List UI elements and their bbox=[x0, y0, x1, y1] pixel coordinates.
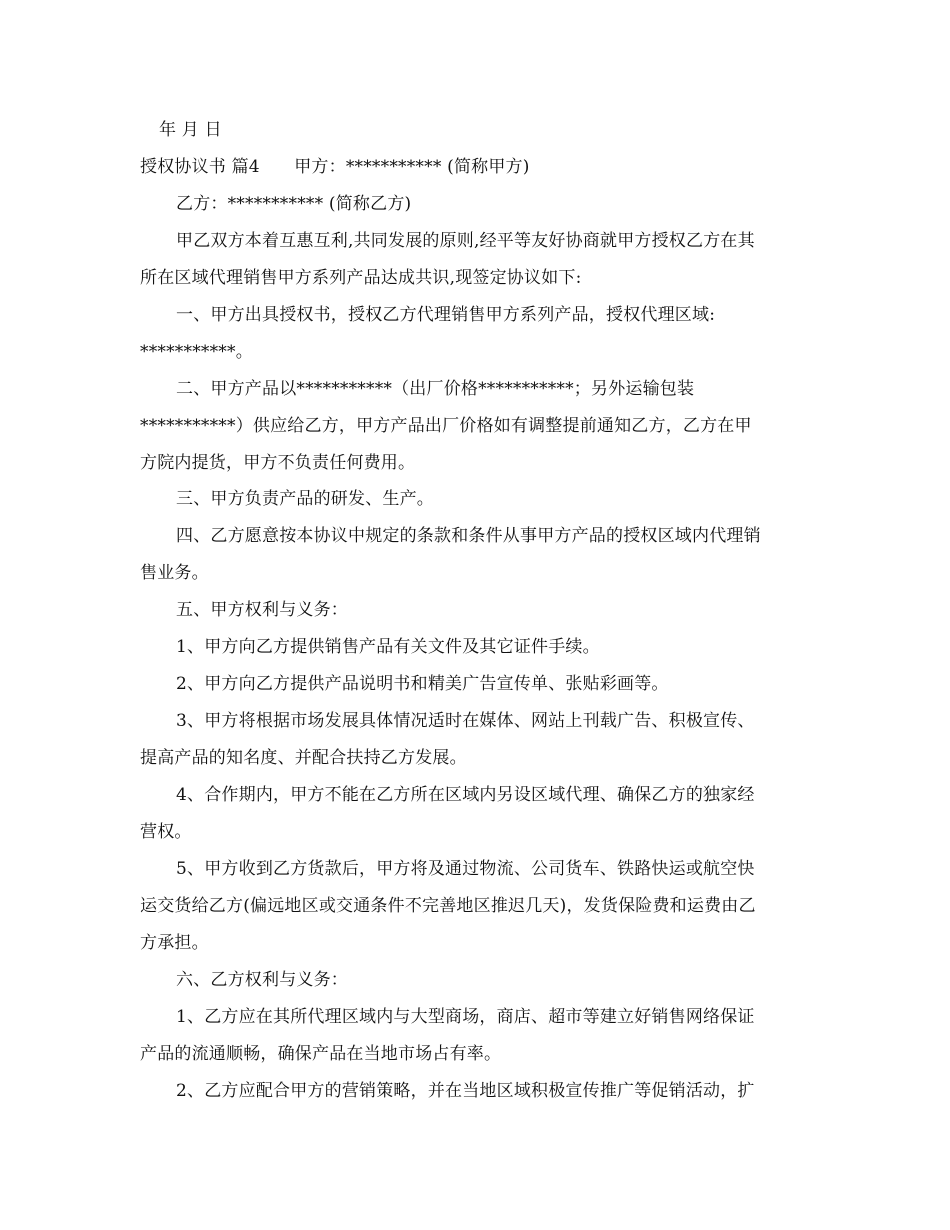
item-line: 产品的流通顺畅，确保产品在当地市场占有率。 bbox=[140, 1044, 502, 1064]
item-line: 5、甲方收到乙方货款后，甲方将及通过物流、公司货车、铁路快运或航空快 bbox=[176, 859, 755, 879]
section-5-heading: 五、甲方权利与义务： bbox=[176, 600, 348, 620]
item-line: 方承担。 bbox=[140, 933, 209, 953]
clause-1-line: ***********。 bbox=[140, 342, 253, 362]
clause-2-line: 方院内提货，甲方不负责任何费用。 bbox=[140, 453, 416, 473]
item-line: 2、甲方向乙方提供产品说明书和精美广告宣传单、张贴彩画等。 bbox=[176, 674, 669, 694]
clause-3-line: 三、甲方负责产品的研发、生产。 bbox=[176, 489, 434, 509]
clause-4-line: 四、乙方愿意按本协议中规定的条款和条件从事甲方产品的授权区域内代理销 bbox=[176, 526, 761, 546]
item-line: 2、乙方应配合甲方的营销策略，并在当地区域积极宣传推广等促销活动，扩 bbox=[176, 1081, 755, 1101]
item-line: 提高产品的知名度、并配合扶持乙方发展。 bbox=[140, 748, 467, 768]
clause-1-line: 一、甲方出具授权书，授权乙方代理销售甲方系列产品，授权代理区域: bbox=[176, 305, 716, 325]
section-6-heading: 六、乙方权利与义务： bbox=[176, 970, 348, 990]
date-line: 年 月 日 bbox=[159, 120, 222, 140]
title-line: 授权协议书 篇4 甲方：*********** (简称甲方) bbox=[140, 157, 530, 177]
clause-2-line: ***********）供应给乙方，甲方产品出厂价格如有调整提前通知乙方，乙方在甲 bbox=[140, 416, 752, 436]
item-line: 营权。 bbox=[140, 822, 192, 842]
paragraph-line: 所在区域代理销售甲方系列产品达成共识,现签定协议如下: bbox=[140, 268, 582, 288]
item-line: 运交货给乙方(偏远地区或交通条件不完善地区推迟几天)，发货保险费和运费由乙 bbox=[140, 896, 756, 916]
clause-4-line: 售业务。 bbox=[140, 563, 209, 583]
clause-2-line: 二、甲方产品以***********（出厂价格***********；另外运输包装 bbox=[176, 379, 695, 399]
paragraph-line: 甲乙双方本着互惠互利,共同发展的原则,经平等友好协商就甲方授权乙方在其 bbox=[176, 231, 755, 251]
item-line: 1、乙方应在其所代理区域内与大型商场，商店、超市等建立好销售网络保证 bbox=[176, 1007, 755, 1027]
item-line: 1、甲方向乙方提供销售产品有关文件及其它证件手续。 bbox=[176, 637, 600, 657]
item-line: 4、合作期内，甲方不能在乙方所在区域内另设区域代理、确保乙方的独家经 bbox=[176, 785, 755, 805]
party-b-line: 乙方：*********** (简称乙方) bbox=[176, 194, 412, 214]
item-line: 3、甲方将根据市场发展具体情况适时在媒体、网站上刊载广告、积极宣传、 bbox=[176, 711, 755, 731]
